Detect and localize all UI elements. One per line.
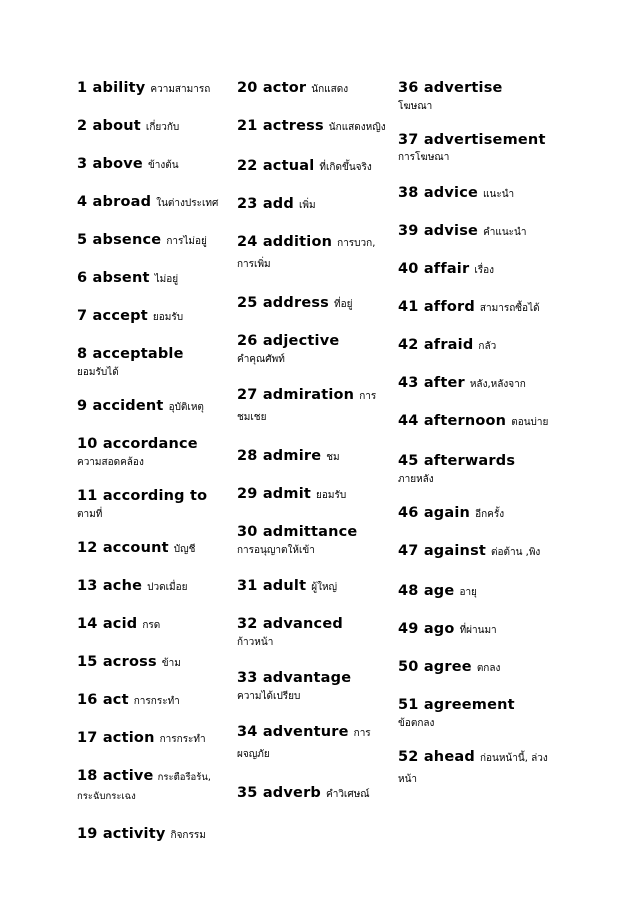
entry-word: 25 address [237, 295, 330, 311]
entry-word: 3 above [77, 156, 143, 172]
entry-meaning: ปวดเมื่อย [147, 582, 188, 593]
vocab-entry [398, 581, 564, 603]
vocab-entry [237, 522, 397, 561]
entry-meaning: ภายหลัง [398, 474, 434, 485]
entry-word: 6 absent [77, 270, 150, 286]
entry-meaning: คำคุณศัพท์ [237, 354, 285, 365]
vocab-entry [237, 156, 397, 178]
entry-meaning: ในต่างประเทศ [156, 198, 219, 209]
vocab-entry [77, 396, 235, 418]
vocab-entry [77, 344, 227, 383]
entry-meaning: ตกลง [476, 663, 501, 674]
entry-word: 14 acid [77, 616, 138, 632]
entry-meaning: อีกครั้ง [475, 509, 505, 520]
vocab-entry [77, 614, 235, 636]
vocab-entry [398, 78, 564, 117]
vocab-entry [77, 824, 235, 846]
entry-meaning: การผจญภัย [237, 728, 371, 760]
vocab-entry [77, 192, 235, 214]
entry-word: 40 affair [398, 261, 470, 277]
entry-meaning: อุบัติเหตุ [168, 402, 204, 413]
vocab-entry [77, 268, 235, 290]
entry-meaning: ข้อตกลง [398, 718, 435, 729]
entry-word: 21 actress [237, 118, 324, 134]
entry-meaning: หลัง,หลังจาก [469, 379, 526, 390]
entry-meaning: ข้าม [161, 658, 181, 669]
entry-meaning: การกระทำ [133, 696, 180, 707]
entry-word: 24 addition [237, 234, 333, 250]
entry-meaning: ก้าวหน้า [237, 637, 274, 648]
entry-meaning: ยอมรับได้ [77, 367, 119, 378]
entry-word: 50 agree [398, 659, 472, 675]
entry-word: 19 activity [77, 826, 166, 842]
entry-meaning: ไม่อยู่ [154, 274, 179, 285]
vocab-entry [77, 306, 235, 328]
entry-meaning: กลัว [478, 341, 497, 352]
entry-meaning: ยอมรับ [152, 312, 184, 323]
vocab-entry [77, 538, 235, 560]
vocab-entry [237, 576, 397, 598]
entry-meaning: ต่อต้าน ,พิง [491, 547, 541, 558]
entry-meaning: ที่อยู่ [334, 299, 353, 310]
entry-meaning: กระตือรือร้น, กระฉับกระเฉง [77, 772, 211, 802]
entry-word: 51 agreement [398, 697, 515, 713]
vocab-entry [237, 78, 397, 100]
entry-word: 5 absence [77, 232, 162, 248]
vocab-entry [237, 232, 392, 278]
vocab-entry [237, 194, 397, 216]
vocab-entry [398, 619, 564, 641]
entry-meaning: เรื่อง [474, 265, 495, 276]
vocab-entry [77, 434, 235, 473]
entry-word: 44 afternoon [398, 413, 507, 429]
entry-meaning: การไม่อยู่ [166, 236, 207, 247]
entry-word: 10 accordance [77, 436, 198, 452]
vocab-entry [237, 116, 387, 141]
entry-word: 31 adult [237, 578, 307, 594]
vocab-entry [237, 331, 397, 370]
vocab-entry [77, 728, 235, 750]
entry-word: 20 actor [237, 80, 307, 96]
entry-word: 39 advise [398, 223, 479, 239]
entry-meaning: โฆษณา [398, 101, 433, 112]
entry-word: 47 against [398, 543, 487, 559]
entry-meaning: ที่ผ่านมา [459, 625, 497, 636]
entry-meaning: ตามที่ [77, 509, 103, 520]
entry-meaning: คำวิเศษณ์ [326, 789, 370, 800]
entry-word: 17 action [77, 730, 155, 746]
vocab-entry [398, 657, 564, 679]
entry-meaning: ที่เกิดขึ้นจริง [319, 162, 372, 173]
entry-word: 45 afterwards [398, 453, 516, 469]
entry-meaning: เกี่ยวกับ [145, 122, 180, 133]
entry-word: 27 admiration [237, 387, 355, 403]
vocab-entry [398, 259, 564, 281]
entry-word: 43 after [398, 375, 465, 391]
vocab-entry [77, 766, 222, 808]
entry-word: 46 again [398, 505, 471, 521]
entry-word: 38 advice [398, 185, 479, 201]
column-3 [398, 78, 564, 793]
entry-meaning: ยอมรับ [316, 490, 347, 501]
entry-meaning: คำแนะนำ [483, 227, 527, 238]
column-1 [77, 78, 235, 846]
entry-meaning: การบวก, การเพิ่ม [237, 238, 376, 270]
entry-word: 41 afford [398, 299, 475, 315]
entry-meaning: นักแสดงหญิง [328, 122, 386, 133]
vocab-entry [398, 451, 564, 490]
vocab-entry [398, 183, 564, 205]
entry-word: 13 ache [77, 578, 143, 594]
entry-word: 29 admit [237, 486, 312, 502]
entry-word: 49 ago [398, 621, 455, 637]
entry-meaning: ตอนบ่าย [511, 417, 549, 428]
vocab-entry [398, 130, 548, 168]
entry-meaning: ความสอดคล้อง [77, 457, 144, 468]
vocab-entry [77, 78, 235, 100]
entry-meaning: กรด [142, 620, 161, 631]
vocab-entry [398, 373, 564, 395]
entry-word: 52 ahead [398, 749, 475, 765]
entry-meaning: ความได้เปรียบ [237, 691, 301, 702]
vocab-entry [398, 335, 564, 357]
entry-meaning: บัญชี [173, 544, 196, 555]
vocab-entry [398, 541, 556, 566]
entry-word: 33 advantage [237, 670, 352, 686]
vocab-entry [398, 411, 558, 436]
entry-word: 34 adventure [237, 724, 349, 740]
entry-word: 37 advertisement [398, 132, 546, 148]
entry-meaning: กิจกรรม [170, 830, 206, 841]
vocab-entry [398, 503, 564, 525]
entry-meaning: ผู้ใหญ่ [311, 582, 338, 593]
entry-word: 4 abroad [77, 194, 152, 210]
entry-word: 23 add [237, 196, 294, 212]
entry-meaning: แนะนำ [483, 189, 515, 200]
entry-meaning: นักแสดง [311, 84, 349, 95]
entry-meaning: สามารถซื้อได้ [479, 303, 540, 314]
vocab-entry [77, 576, 235, 598]
entry-word: 1 ability [77, 80, 146, 96]
entry-word: 48 age [398, 583, 455, 599]
entry-word: 8 acceptable [77, 346, 184, 362]
vocab-entry [398, 221, 564, 243]
vocab-entry [237, 385, 392, 431]
vocab-entry [237, 783, 397, 805]
vocab-entry [398, 695, 564, 734]
entry-meaning: เพิ่ม [298, 200, 316, 211]
vocab-entry [237, 668, 397, 707]
vocab-entry [77, 154, 235, 176]
entry-word: 15 across [77, 654, 157, 670]
entry-word: 22 actual [237, 158, 315, 174]
entry-word: 42 afraid [398, 337, 474, 353]
vocab-entry [77, 690, 235, 712]
entry-word: 11 according to [77, 488, 208, 504]
entry-meaning: ก่อนหน้านี้, ล่วงหน้า [398, 753, 548, 785]
entry-meaning: ข้างต้น [147, 160, 179, 171]
entry-word: 2 about [77, 118, 141, 134]
entry-word: 35 adverb [237, 785, 322, 801]
vocab-entry [237, 722, 387, 768]
entry-meaning: อายุ [459, 587, 477, 598]
entry-meaning: การกระทำ [159, 734, 206, 745]
vocab-entry [237, 293, 397, 315]
entry-meaning: การชมเชย [237, 391, 377, 423]
column-2 [237, 78, 397, 805]
entry-meaning: การโฆษณา [398, 152, 450, 163]
entry-meaning: ชม [326, 452, 340, 463]
entry-word: 32 advanced [237, 616, 343, 632]
vocab-entry [77, 116, 235, 138]
entry-word: 9 accident [77, 398, 164, 414]
entry-word: 7 accept [77, 308, 148, 324]
entry-meaning: ความสามารถ [150, 84, 211, 95]
vocab-entry [398, 747, 558, 793]
vocab-entry [77, 652, 235, 674]
vocab-entry [398, 297, 564, 319]
vocab-entry [237, 484, 397, 506]
entry-word: 18 active [77, 768, 154, 784]
vocab-entry [237, 446, 397, 468]
entry-word: 16 act [77, 692, 129, 708]
entry-word: 28 admire [237, 448, 322, 464]
entry-word: 12 account [77, 540, 169, 556]
vocab-entry [77, 486, 235, 525]
vocab-entry [237, 614, 397, 653]
vocab-entry [77, 230, 235, 252]
entry-word: 36 advertise [398, 80, 503, 96]
entry-meaning: การอนุญาตให้เข้า [237, 545, 315, 556]
entry-word: 30 admittance [237, 524, 358, 540]
entry-word: 26 adjective [237, 333, 340, 349]
